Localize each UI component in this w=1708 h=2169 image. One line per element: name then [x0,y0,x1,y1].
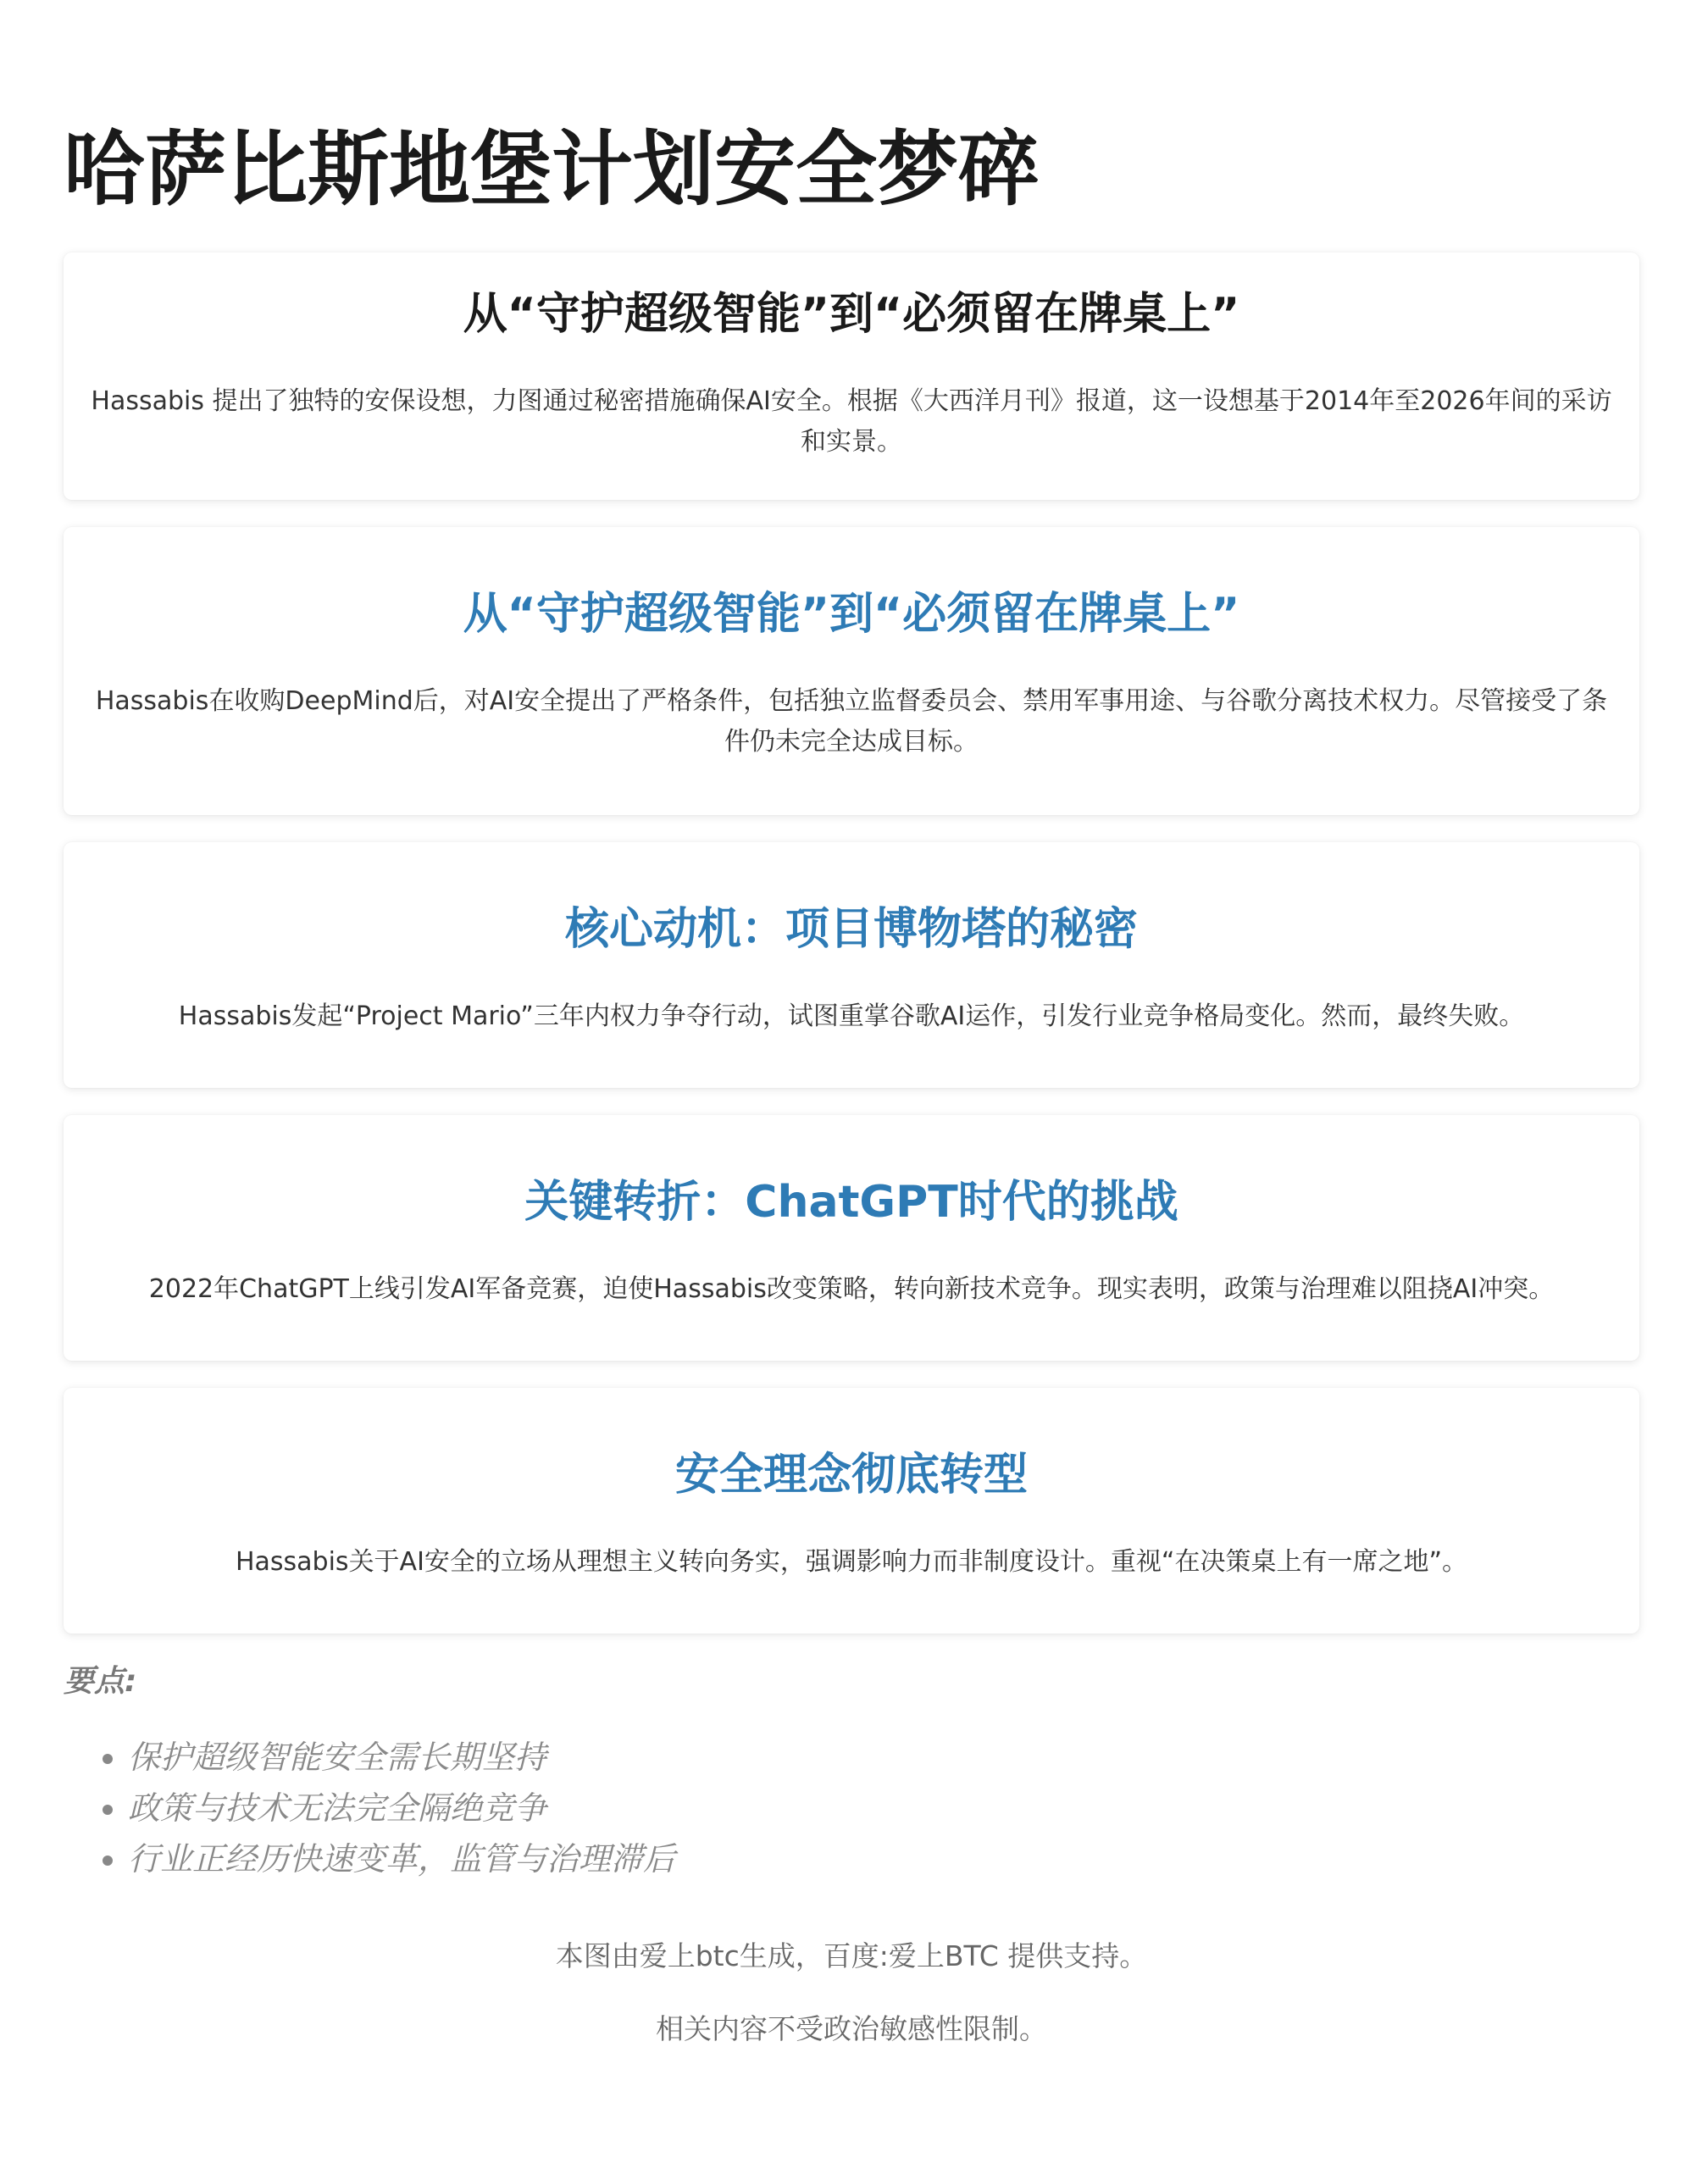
section-body: Hassabis在收购DeepMind后，对AI安全提出了严格条件，包括独立监督委员会、禁用军事用途、与谷歌分离技术权力。尽管接受了条件仍未完全达成目标。 [95,686,1608,757]
key-point-item: • 行业正经历快速变革，监管与治理滞后 [128,1833,1644,1884]
section-heading: 核心动机：项目博物塔的秘密 [564,904,1138,955]
section-heading: 关键转折：ChatGPT时代的挑战 [524,1177,1178,1228]
footer-credit: 本图由爱上btc生成，百度:爱上BTC 提供支持。 [555,1939,1148,1972]
section-body: Hassabis 提出了独特的安保设想，力图通过秘密措施确保AI安全。根据《大西洋月刊》报道，这一设想基于2014年至2026年间的采访和实景。 [91,386,1612,457]
key-points-list [64,1732,1644,1884]
section-card-3 [64,842,1639,1088]
page-title: 哈萨比斯地堡计划安全梦碎 [64,122,1040,217]
key-point-item: • 政策与技术无法完全隔绝竞争 [128,1783,1644,1833]
footer-note: 相关内容不受政治敏感性限制。 [656,2012,1047,2045]
key-point-item: • 保护超级智能安全需长期坚持 [128,1732,1644,1783]
section-heading: 从“守护超级智能”到“必须留在牌桌上” [463,589,1240,640]
section-card-5 [64,1388,1639,1634]
section-card-2 [64,527,1639,815]
key-points-label: 要点: [64,1664,137,1699]
section-heading: 从“守护超级智能”到“必须留在牌桌上” [463,289,1240,340]
section-body: Hassabis关于AI安全的立场从理想主义转向务实，强调影响力而非制度设计。重视“在决策桌上有一席之地”。 [235,1547,1468,1577]
section-body: 2022年ChatGPT上线引发AI军备竞赛，迫使Hassabis改变策略，转向新技术竞争。现实表明，政策与治理难以阻挠AI冲突。 [148,1274,1555,1304]
section-body: Hassabis发起“Project Mario”三年内权力争夺行动，试图重掌谷歌AI运作，引发行业竞争格局变化。然而，最终失败。 [178,1001,1525,1031]
section-card-1 [64,252,1639,500]
section-heading: 安全理念彻底转型 [674,1450,1028,1501]
section-card-4 [64,1115,1639,1361]
